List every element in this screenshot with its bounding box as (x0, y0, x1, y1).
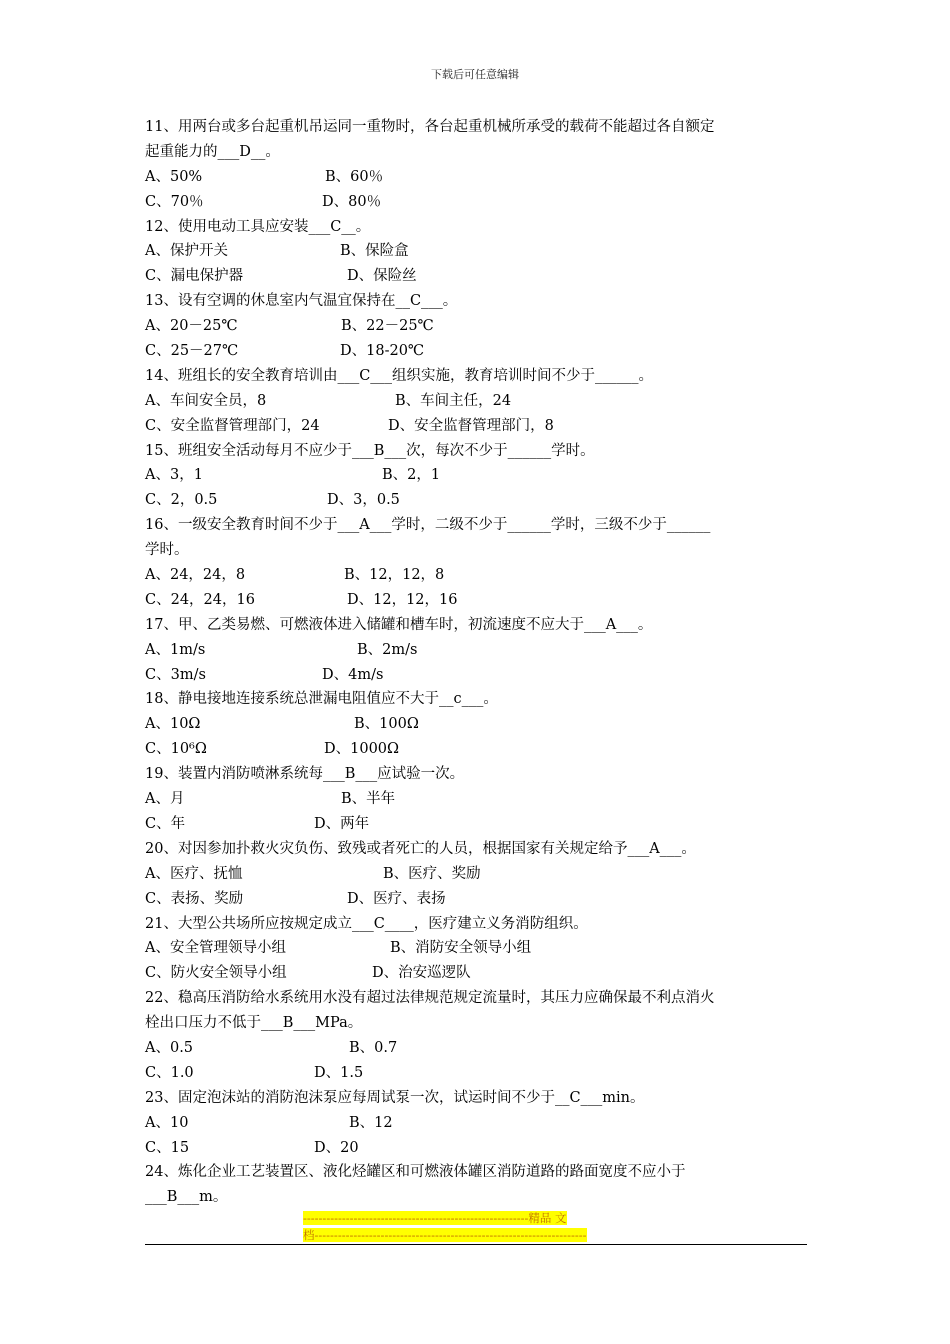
page-header: 下载后可任意编辑 (431, 68, 519, 81)
question-20-options-cd (145, 887, 810, 912)
question-23-text: 23、固定泡沫站的消防泡沫泵应每周试泵一次，试运时间不少于__C___min。 (145, 1089, 645, 1106)
question-18-options-cd (145, 737, 810, 762)
option-d: D、1000Ω (324, 741, 400, 758)
footer-watermark-line-1 (303, 1210, 648, 1227)
question-13-options-ab (145, 314, 810, 339)
question-13-text: 13、设有空调的休息室内气温宜保持在__C___。 (145, 293, 458, 310)
question-19-options-ab (145, 787, 810, 812)
option-d: D、80％ (322, 193, 382, 210)
question-20-options-ab (145, 862, 810, 887)
question-18-text: 18、静电接地连接系统总泄漏电阻值应不大于__c___。 (145, 691, 498, 708)
question-21-text: 21、大型公共场所应按规定成立___C____，医疗建立义务消防组织。 (145, 915, 588, 932)
option-a: A、10Ω (145, 716, 201, 733)
question-15-options-cd (145, 488, 810, 513)
option-a: A、3，1 (145, 467, 203, 484)
option-a: A、医疗、抚恤 (145, 865, 243, 882)
option-b: B、2，1 (382, 467, 441, 484)
option-b: B、2m/s (357, 641, 418, 658)
option-c: C、1.0 (145, 1064, 194, 1081)
question-23-options-cd (145, 1136, 810, 1161)
option-a: A、保护开关 (145, 243, 228, 260)
question-17-options-cd (145, 663, 810, 688)
option-a: A、1m/s (145, 641, 206, 658)
option-b: B、100Ω (354, 716, 419, 733)
option-c: C、表扬、奖励 (145, 890, 244, 907)
option-a: A、车间安全员，8 (145, 392, 267, 409)
question-12-text: 12、使用电动工具应安装___C__。 (145, 218, 371, 235)
option-d: D、18-20℃ (340, 343, 425, 360)
question-11-text-cont: 起重能力的___D__。 (145, 143, 280, 160)
option-b: B、12，12，8 (344, 567, 445, 584)
question-16-text: 16、一级安全教育时间不少于___A___学时，二级不少于______学时，三级不少于______ (145, 517, 711, 534)
option-b: B、12 (349, 1114, 393, 1131)
option-a: A、安全管理领导小组 (145, 940, 286, 957)
question-18-options-ab (145, 712, 810, 737)
option-c: C、25－27℃ (145, 343, 239, 360)
option-c: C、70％ (145, 193, 204, 210)
question-12-options-ab (145, 239, 810, 264)
option-c: C、24，24，16 (145, 591, 255, 608)
option-b: B、60％ (325, 168, 384, 185)
question-21-options-cd (145, 961, 810, 986)
question-22-options-cd (145, 1061, 810, 1086)
option-b: B、医疗、奖励 (383, 865, 481, 882)
option-d: D、保险丝 (347, 268, 417, 285)
question-22-options-ab (145, 1036, 810, 1061)
question-19-text: 19、装置内消防喷淋系统每___B___应试验一次。 (145, 766, 465, 783)
footer-divider (145, 1244, 807, 1245)
option-a: A、20－25℃ (145, 318, 238, 335)
question-16-options-ab (145, 563, 810, 588)
question-16-text-cont: 学时。 (145, 542, 189, 559)
option-d: D、安全监督管理部门，8 (388, 417, 554, 434)
question-17-text: 17、甲、乙类易燃、可燃液体进入储罐和槽车时，初流速度不应大于___A___。 (145, 616, 653, 633)
option-d: D、3，0.5 (327, 492, 400, 509)
option-a: A、10 (145, 1114, 189, 1131)
option-d: D、两年 (314, 815, 370, 832)
question-16-options-cd (145, 588, 810, 613)
question-14-options-ab (145, 389, 810, 414)
option-d: D、医疗、表扬 (347, 890, 446, 907)
option-c: C、漏电保护器 (145, 268, 244, 285)
question-11-options-cd (145, 190, 810, 215)
option-b: B、保险盒 (340, 243, 409, 260)
option-d: D、1.5 (314, 1064, 364, 1081)
option-b: B、半年 (341, 791, 396, 808)
option-d: D、12，12，16 (347, 591, 458, 608)
option-a: A、24，24，8 (145, 567, 246, 584)
question-24-text-cont: ___B___m。 (145, 1189, 228, 1206)
footer-watermark-text-2: 档---------------------------------------------------------------------- (303, 1228, 587, 1242)
option-c: C、防火安全领导小组 (145, 965, 287, 982)
question-17-options-ab (145, 638, 810, 663)
question-24-text: 24、炼化企业工艺装置区、液化烃罐区和可燃液体罐区消防道路的路面宽度不应小于 (145, 1164, 686, 1181)
question-13-options-cd (145, 339, 810, 364)
question-list (145, 115, 810, 1210)
question-23-options-ab (145, 1111, 810, 1136)
question-22-text: 22、稳高压消防给水系统用水没有超过法律规范规定流量时，其压力应确保最不利点消火 (145, 990, 715, 1007)
question-15-options-ab (145, 463, 810, 488)
option-c: C、15 (145, 1139, 190, 1156)
question-12-options-cd (145, 264, 810, 289)
option-a: A、月 (145, 791, 185, 808)
option-b: B、消防安全领导小组 (390, 940, 532, 957)
question-15-text: 15、班组安全活动每月不应少于___B___次，每次不少于______学时。 (145, 442, 595, 459)
option-d: D、20 (314, 1139, 359, 1156)
option-a: A、0.5 (145, 1039, 194, 1056)
option-c: C、2，0.5 (145, 492, 218, 509)
question-22-text-cont: 栓出口压力不低于___B___MPa。 (145, 1015, 363, 1032)
option-a: A、50% (145, 168, 203, 185)
option-c: C、安全监督管理部门，24 (145, 417, 320, 434)
question-11-options-ab (145, 165, 810, 190)
option-b: B、车间主任，24 (395, 392, 512, 409)
option-d: D、治安巡逻队 (372, 965, 471, 982)
option-c: C、10⁶Ω (145, 741, 207, 758)
question-14-text: 14、班组长的安全教育培训由___C___组织实施，教育培训时间不少于______。 (145, 367, 654, 384)
option-b: B、0.7 (349, 1039, 398, 1056)
option-c: C、3m/s (145, 666, 206, 683)
footer-watermark-text-1: ----------------------------------------------------------精品 文 (303, 1211, 567, 1225)
question-21-options-ab (145, 936, 810, 961)
question-14-options-cd (145, 414, 810, 439)
question-19-options-cd (145, 812, 810, 837)
option-d: D、4m/s (322, 666, 384, 683)
question-20-text: 20、对因参加扑救火灾负伤、致残或者死亡的人员，根据国家有关规定给予___A___。 (145, 840, 696, 857)
footer-watermark-line-2 (303, 1227, 648, 1244)
question-11-text: 11、用两台或多台起重机吊运同一重物时，各台起重机械所承受的载荷不能超过各自额定 (145, 119, 715, 135)
option-c: C、年 (145, 815, 186, 832)
option-b: B、22－25℃ (341, 318, 434, 335)
